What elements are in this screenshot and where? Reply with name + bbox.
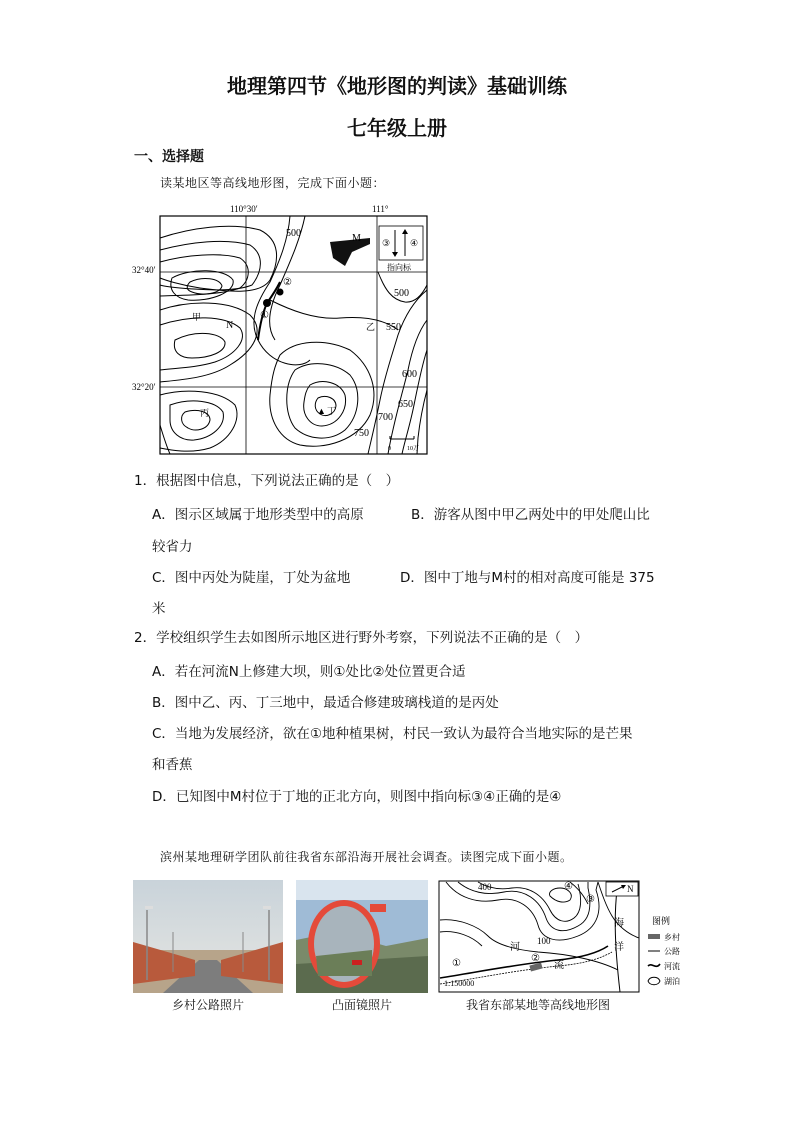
q1-option-d-cont: 米 <box>152 601 166 617</box>
peak-icon: ▲ <box>317 406 326 416</box>
point-jia-label: 甲 <box>192 312 202 322</box>
point-bing-label: 丙 <box>200 408 210 418</box>
legend-lake-icon <box>648 977 660 985</box>
question-1-stem: 1．根据图中信息，下列说法正确的是（ ） <box>134 473 400 489</box>
q1-option-b-cont: 较省力 <box>152 539 193 555</box>
intro-text-2: 滨州某地理研学团队前往我省东部沿海开展社会调查。读图完成下面小题。 <box>160 850 573 864</box>
lat-label-top: 32°40′ <box>132 265 156 275</box>
map2-contour-400: 400 <box>478 882 492 892</box>
village-m-label: M <box>352 233 361 244</box>
convex-mirror-caption: 凸面镜照片 <box>331 998 392 1012</box>
q2-option-d: D．已知图中M村位于丁地的正北方向，则图中指向标③④正确的是④ <box>152 789 562 805</box>
contour-label-600: 600 <box>402 369 417 380</box>
legend-title: 图例 <box>652 916 671 926</box>
compass-option-4: ④ <box>410 238 419 248</box>
point-ding-label: 丁 <box>327 406 337 416</box>
river-n-label: N <box>226 320 234 331</box>
map2-sea-label-2: 洋 <box>614 942 624 953</box>
legend-river-icon <box>648 964 660 966</box>
section-heading: 一、选择题 <box>134 149 204 165</box>
legend-village-icon <box>648 934 660 939</box>
map2-river-label-2: 流 <box>554 960 564 971</box>
map2-sea-label-1: 海 <box>614 918 624 929</box>
compass-caption: 指向标 <box>387 263 411 272</box>
page-title: 地理第四节《地形图的判读》基础训练 <box>227 74 567 98</box>
rural-road-photo <box>133 880 283 993</box>
lon-label-left: 110°30′ <box>230 204 258 214</box>
legend-village: 乡村 <box>664 933 680 942</box>
q1-option-a: A．图示区域属于地形类型中的高原 <box>152 507 364 523</box>
q2-option-b: B．图中乙、丙、丁三地中，最适合修建玻璃栈道的是丙处 <box>152 695 499 711</box>
map2-contour-100: 100 <box>537 936 551 946</box>
map2-point-3: ③ <box>586 894 595 905</box>
map2-point-2: ② <box>531 953 540 964</box>
page-subtitle: 七年级上册 <box>347 116 447 140</box>
point-2-label: ② <box>283 277 292 288</box>
contour-label-550: 550 <box>386 322 401 333</box>
point-1-marker <box>263 299 271 307</box>
scale-end: 10万 <box>407 446 420 452</box>
legend-lake: 湖泊 <box>664 977 680 986</box>
q1-option-b: B．游客从图中甲乙两处中的甲处爬山比 <box>411 507 650 523</box>
legend-road: 公路 <box>664 947 680 956</box>
rural-road-caption: 乡村公路照片 <box>171 998 244 1012</box>
scale-start: 0 <box>388 446 391 452</box>
compass-option-3: ③ <box>382 238 391 248</box>
lon-label-right: 111° <box>372 204 389 214</box>
intro-text-1: 读某地区等高线地形图，完成下面小题： <box>160 176 386 190</box>
q1-option-c: C．图中丙处为陡崖，丁处为盆地 <box>152 570 351 586</box>
map2-scale: 1:150000 <box>444 979 475 988</box>
contour-label-500b: 500 <box>394 288 409 299</box>
contour-label-650: 650 <box>398 399 413 410</box>
point-1-label: ① <box>260 310 269 321</box>
lat-label-bottom: 32°20′ <box>132 382 156 392</box>
question-2-stem: 2．学校组织学生去如图所示地区进行野外考察，下列说法不正确的是（ ） <box>134 630 589 646</box>
contour-label-500a: 500 <box>286 228 301 239</box>
contour-label-750: 750 <box>354 428 369 439</box>
q2-option-a: A．若在河流N上修建大坝，则①处比②处位置更合适 <box>152 664 466 680</box>
point-yi-label: 乙 <box>366 322 376 332</box>
map2-point-4: ④ <box>564 881 573 892</box>
map2-point-1: ① <box>452 958 461 969</box>
q2-option-c-cont: 和香蕉 <box>152 757 193 773</box>
convex-mirror-photo <box>296 880 428 993</box>
q2-option-c: C．当地为发展经济，欲在①地种植果树，村民一致认为最符合当地实际的是芒果 <box>152 726 633 742</box>
contour-map-2 <box>438 880 698 993</box>
village-m-shape <box>330 238 370 266</box>
contour-label-700: 700 <box>378 412 393 423</box>
contour-map-1 <box>130 200 430 460</box>
map2-river-label-1: 河 <box>510 942 520 953</box>
legend-river: 河流 <box>664 962 680 971</box>
map2-north-label: N <box>627 884 634 894</box>
point-2-marker <box>277 289 284 296</box>
map2-caption: 我省东部某地等高线地形图 <box>465 998 610 1012</box>
q1-option-d: D．图中丁地与M村的相对高度可能是 375 <box>400 570 655 586</box>
